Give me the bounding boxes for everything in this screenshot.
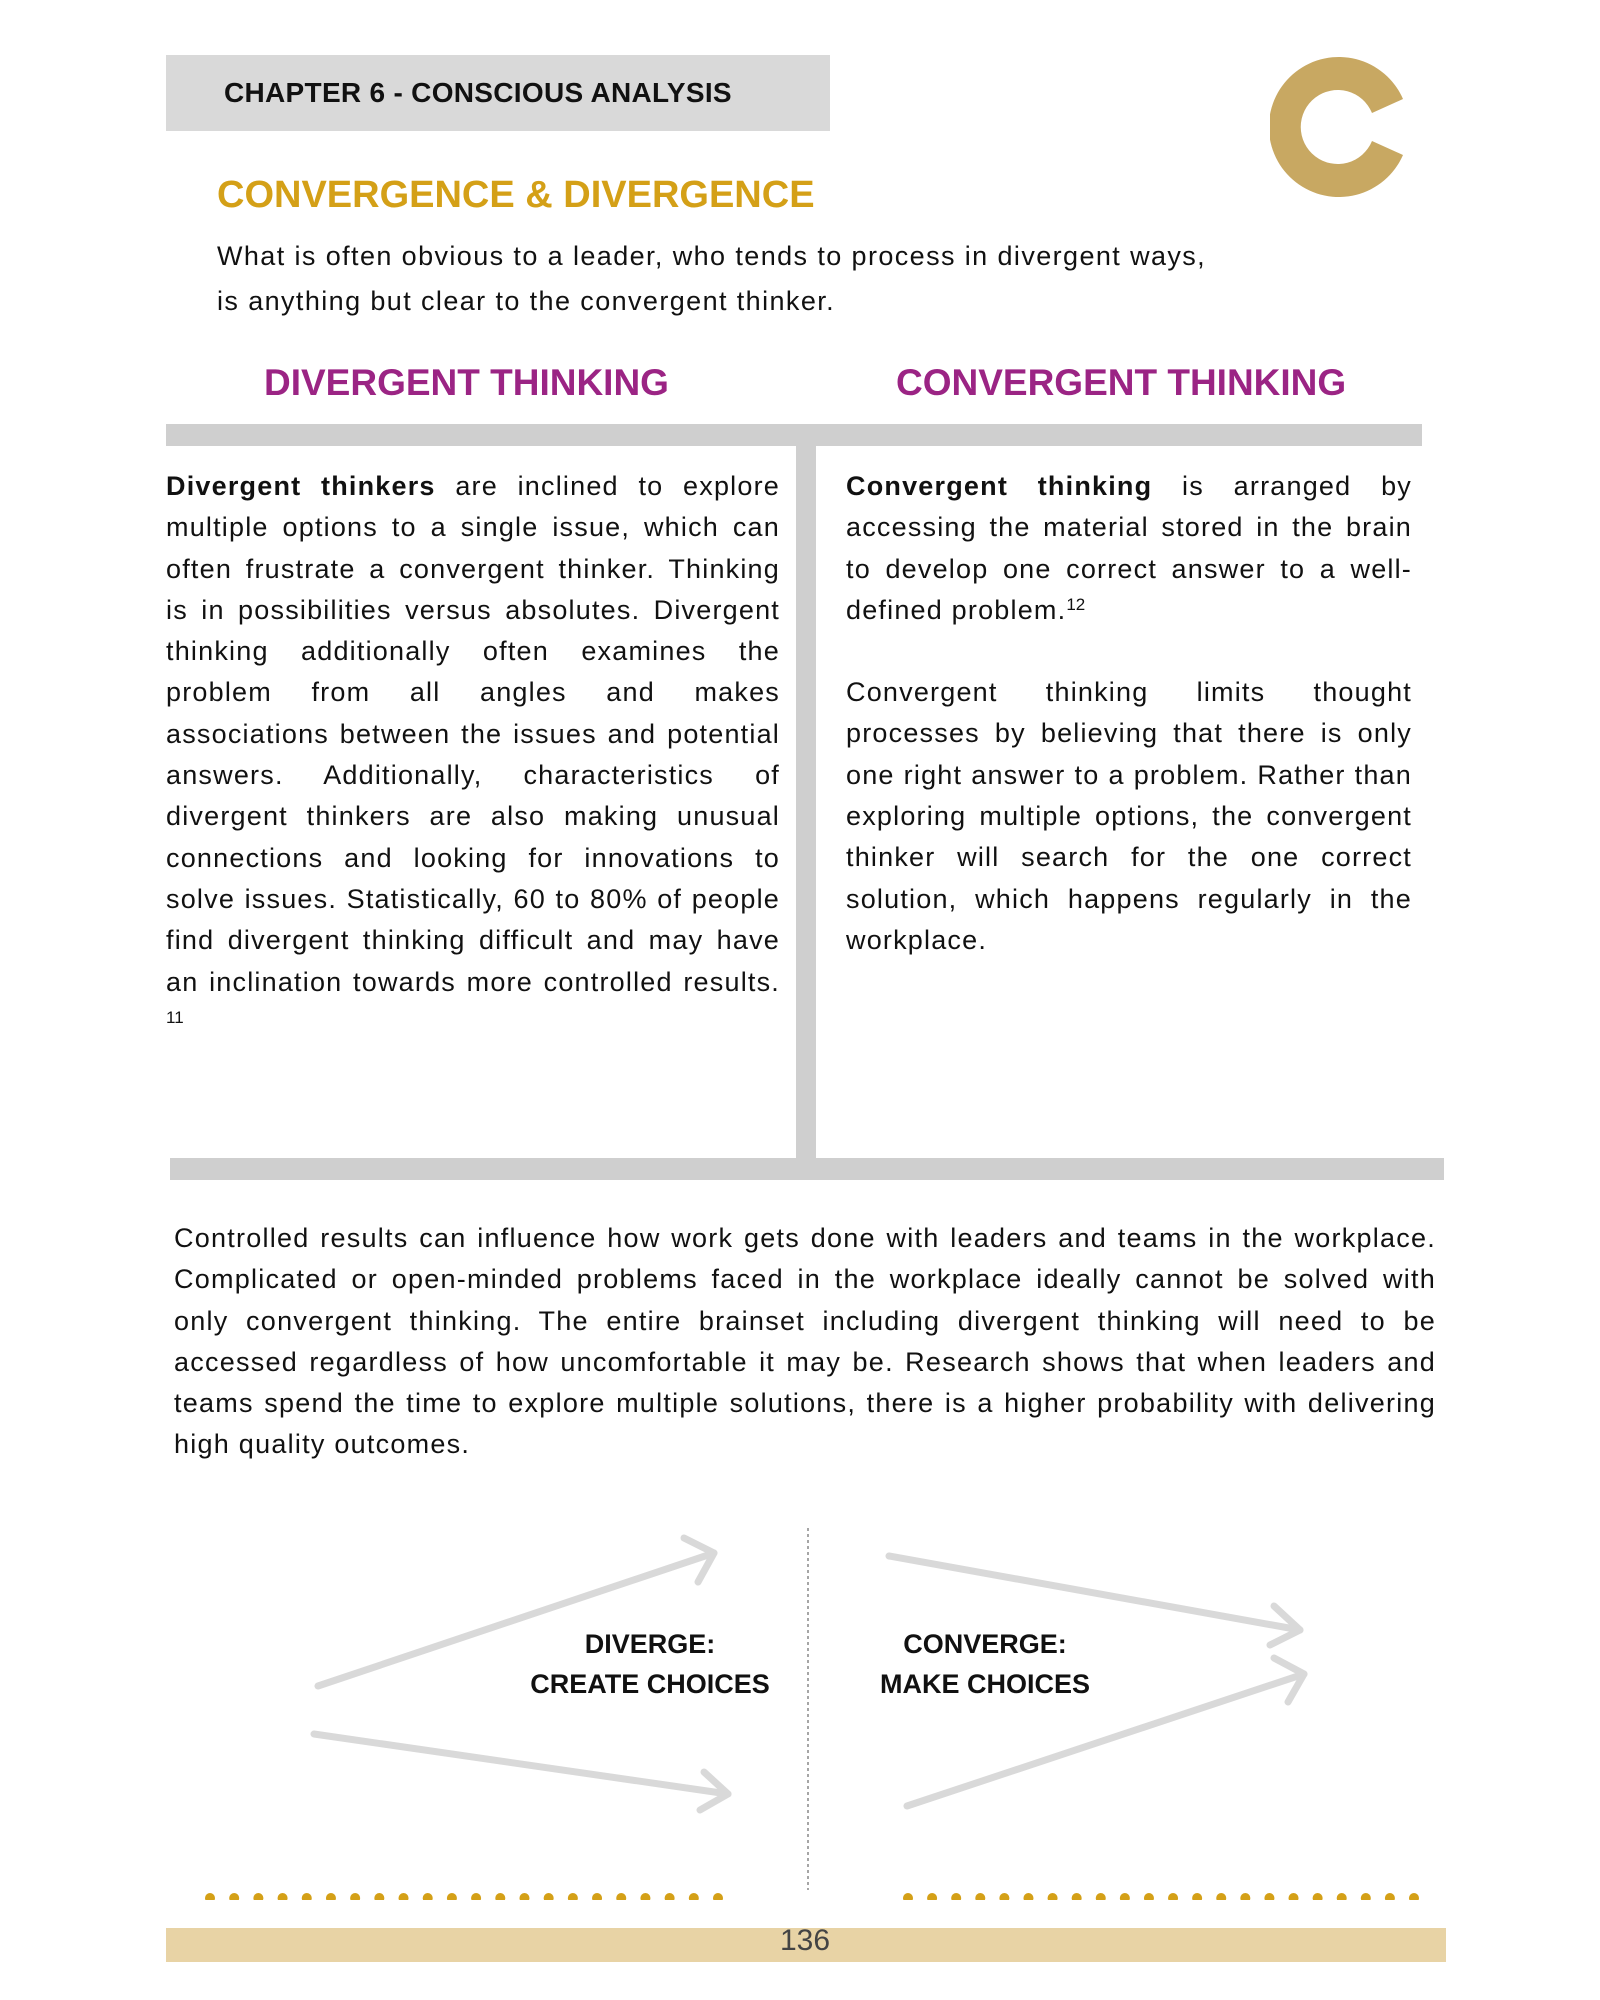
diverge-label-line1: DIVERGE:: [584, 1629, 716, 1659]
decorative-dot: [951, 1893, 961, 1900]
table-top-divider: [166, 424, 1422, 446]
decorative-dot: [1385, 1893, 1395, 1900]
decorative-dot: [399, 1893, 409, 1900]
decorative-dot: [1120, 1893, 1130, 1900]
decorative-dot: [927, 1893, 937, 1900]
footnote-marker: 11: [166, 1007, 184, 1027]
convergent-paragraph-2: Convergent thinking limits thought processes by believing that there is only one right answer to a problem. Rather than exploring multiple options, the convergent thinker will search for the one correct solution, which happens regularly in the workplace.: [846, 677, 1412, 955]
decorative-dot: [1289, 1893, 1299, 1900]
divergent-lead: Divergent thinkers: [166, 471, 436, 501]
decorative-dot: [1096, 1893, 1106, 1900]
decorative-dot: [350, 1893, 360, 1900]
decorative-dot: [975, 1893, 985, 1900]
converge-label-line2: MAKE CHOICES: [879, 1669, 1090, 1699]
diverge-converge-diagram: [0, 1500, 1600, 1900]
decorative-dot: [1240, 1893, 1250, 1900]
decorative-dot: [447, 1893, 457, 1900]
c-logo-icon: [1270, 52, 1420, 202]
convergent-lead: Convergent thinking: [846, 471, 1153, 501]
paragraph-gap: [846, 631, 1412, 672]
logo-letter-c: [1270, 57, 1403, 197]
convergent-column-text: [846, 466, 1412, 961]
decorative-dot: [1168, 1893, 1178, 1900]
divergent-heading: DIVERGENT THINKING: [264, 362, 669, 403]
converge-label-line1: CONVERGE:: [903, 1629, 1067, 1659]
intro-line: is anything but clear to the convergent thinker.: [217, 286, 836, 316]
dot-row: [205, 1893, 1419, 1900]
decorative-dot: [302, 1893, 312, 1900]
decorative-dot: [1264, 1893, 1274, 1900]
decorative-dot: [616, 1893, 626, 1900]
intro-text: [217, 234, 1347, 324]
divergent-body: are inclined to explore multiple options to a single issue, which can often frustrate a convergent thinker. Thinking is in possibilities versus absolutes. Divergent thinking additionally often examines the problem from all angles and makes associations between the issues and potential answers. Additionally, characteristics of divergent thinkers are also making unusual connections and looking for innovations to solve issues. Statistically, 60 to 80% of people find divergent thinking difficult and may have an inclination towards more controlled results.: [166, 471, 780, 997]
decorative-dot: [423, 1893, 433, 1900]
chapter-label: CHAPTER 6 - CONSCIOUS ANALYSIS: [224, 77, 732, 108]
diverge-arrow-down-icon: [314, 1734, 728, 1810]
decorative-dot: [1192, 1893, 1202, 1900]
decorative-dot: [665, 1893, 675, 1900]
convergent-heading: CONVERGENT THINKING: [896, 362, 1347, 403]
decorative-dot: [689, 1893, 699, 1900]
decorative-dot: [640, 1893, 650, 1900]
section-title: CONVERGENCE & DIVERGENCE: [217, 174, 815, 216]
decorative-dot: [903, 1893, 913, 1900]
decorative-dot: [1361, 1893, 1371, 1900]
decorative-dot: [229, 1893, 239, 1900]
decorative-dot: [1337, 1893, 1347, 1900]
decorative-dot: [592, 1893, 602, 1900]
decorative-dot: [519, 1893, 529, 1900]
decorative-dot: [1313, 1893, 1323, 1900]
decorative-dot: [1409, 1893, 1419, 1900]
decorative-dot: [1048, 1893, 1058, 1900]
intro-line: What is often obvious to a leader, who tends to process in divergent ways,: [217, 241, 1207, 271]
bottom-paragraph: Controlled results can influence how work gets done with leaders and teams in the workplace. Complicated or open-minded problems faced in the workplace ideally cannot be solved with only convergent thinking. The entire brainset including divergent thinking will need to be accessed regardless of how uncomfortable it may be. Research shows that when leaders and teams spend the time to explore multiple solutions, there is a higher probability with delivering high quality outcomes.: [174, 1223, 1436, 1460]
decorative-dot: [568, 1893, 578, 1900]
decorative-dot: [713, 1893, 723, 1900]
decorative-dot: [1144, 1893, 1154, 1900]
diverge-label: [500, 1624, 800, 1704]
decorative-dot: [495, 1893, 505, 1900]
decorative-dot: [205, 1893, 215, 1900]
footnote-marker: 12: [1066, 594, 1086, 614]
decorative-dot: [999, 1893, 1009, 1900]
decorative-dot: [326, 1893, 336, 1900]
decorative-dot: [1216, 1893, 1226, 1900]
diverge-label-line2: CREATE CHOICES: [530, 1669, 770, 1699]
decorative-dot: [1072, 1893, 1082, 1900]
decorative-dot: [278, 1893, 288, 1900]
decorative-dot: [1023, 1893, 1033, 1900]
table-bottom-divider: [170, 1158, 1444, 1180]
convergent-paragraph-1: [846, 466, 1412, 631]
decorative-dot: [544, 1893, 554, 1900]
page-number: 136: [779, 1924, 831, 1957]
convergent-body: is arranged by accessing the material stored in the brain to develop one correct answer to a well-defined problem.: [846, 471, 1412, 625]
divergent-column-text: [166, 466, 780, 1044]
decorative-dot: [374, 1893, 384, 1900]
decorative-dot: [253, 1893, 263, 1900]
converge-label: [850, 1624, 1120, 1704]
decorative-dot: [471, 1893, 481, 1900]
table-column-divider: [796, 446, 816, 1158]
